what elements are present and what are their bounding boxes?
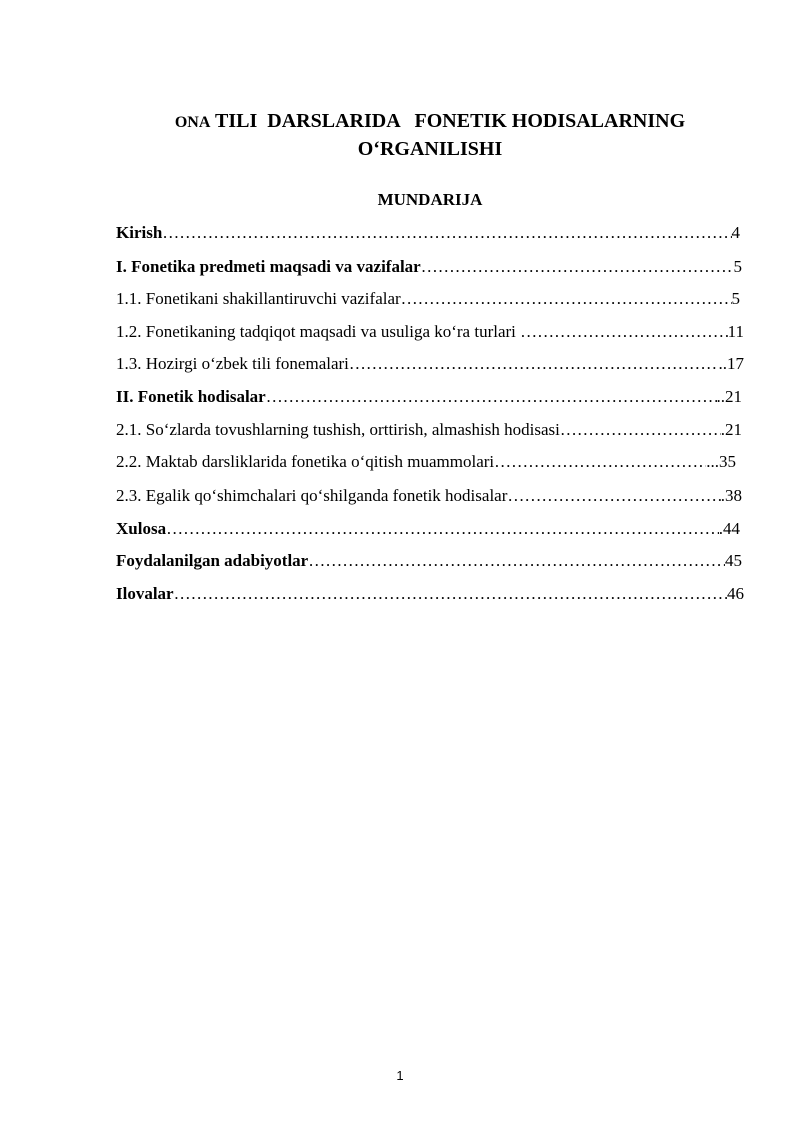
toc-entry-page: ...35 (706, 452, 736, 471)
toc-entry-foydalanilgan-adabiyotlar[interactable] (116, 550, 742, 572)
toc-entry-label: Kirish (116, 223, 163, 242)
toc-entry-label: II. Fonetik hodisalar (116, 387, 266, 406)
toc-leader-dots (421, 256, 734, 278)
toc-entry-label: 1.1. Fonetikani shakillantiruvchi vazifalar (116, 289, 401, 308)
toc-leader-dots (507, 485, 720, 507)
toc-entry-page: 4 (731, 223, 740, 242)
toc-entry-page: .38 (720, 486, 742, 505)
toc-leader-dots (520, 321, 727, 343)
toc-entry-label: 1.2. Fonetikaning tadqiqot maqsadi va usuliga ko‘ra turlari (116, 322, 521, 341)
toc-entry-page: 5 (733, 257, 742, 276)
toc-entry-ilovalar[interactable] (116, 583, 744, 605)
toc-entry-label: Foydalanilgan adabiyotlar (116, 551, 309, 570)
toc-leader-dots (166, 518, 719, 540)
toc-entry-1-3[interactable] (116, 353, 744, 375)
title-rest: TILI DARSLARIDA FONETIK HODISALARNING (210, 110, 686, 132)
toc-entry-2-3[interactable] (116, 485, 742, 507)
toc-entry-1-1[interactable] (116, 288, 740, 310)
title-lead: ONA (174, 114, 211, 131)
toc-entry-page: 45 (725, 551, 742, 570)
toc-entry-label: 2.1. So‘zlarda tovushlarning tushish, orttirish, almashish hodisasi (116, 420, 560, 439)
toc-leader-dots (560, 419, 721, 441)
toc-entry-1-2[interactable] (116, 321, 744, 343)
toc-entry-xulosa[interactable] (116, 518, 740, 540)
toc-leader-dots (494, 451, 706, 473)
toc-entry-label: 1.3. Hozirgi o‘zbek tili fonemalari (116, 354, 349, 373)
toc-entry-page: ..21 (716, 387, 742, 406)
toc-entry-page: ..17 (718, 354, 744, 373)
toc-entry-label: 2.3. Egalik qo‘shimchalari qo‘shilganda fonetik hodisalar (116, 486, 508, 505)
title-line-1 (100, 108, 760, 136)
toc-entry-page: 5 (731, 289, 740, 308)
toc-leader-dots (308, 550, 725, 572)
toc-entry-kirish[interactable] (116, 222, 740, 244)
title-line-2: O‘RGANILISHI (357, 138, 503, 160)
toc-entry-label: Xulosa (116, 519, 167, 538)
toc-entry-page: 11 (727, 322, 744, 341)
toc-entry-page: .44 (718, 519, 740, 538)
toc-leader-dots (349, 353, 719, 375)
toc-entry-chapter-2[interactable] (116, 386, 742, 408)
toc-entry-page: 46 (727, 584, 744, 603)
toc-leader-dots (401, 288, 732, 310)
toc-entry-chapter-1[interactable] (116, 256, 742, 278)
toc-leader-dots (174, 583, 727, 605)
toc-entry-label: I. Fonetika predmeti maqsadi va vazifalar (116, 257, 421, 276)
toc-entry-2-2[interactable] (116, 451, 736, 473)
toc-entry-label: Ilovalar (116, 584, 174, 603)
toc-leader-dots (162, 222, 731, 244)
toc-leader-dots (266, 386, 717, 408)
document-title (100, 108, 760, 162)
toc-heading: MUNDARIJA (377, 190, 483, 209)
toc-entry-label: 2.2. Maktab darsliklarida fonetika o‘qitish muammolari (116, 452, 495, 471)
page-number: 1 (396, 1068, 404, 1083)
toc-entry-2-1[interactable] (116, 419, 742, 441)
toc-entry-page: .21 (720, 420, 742, 439)
